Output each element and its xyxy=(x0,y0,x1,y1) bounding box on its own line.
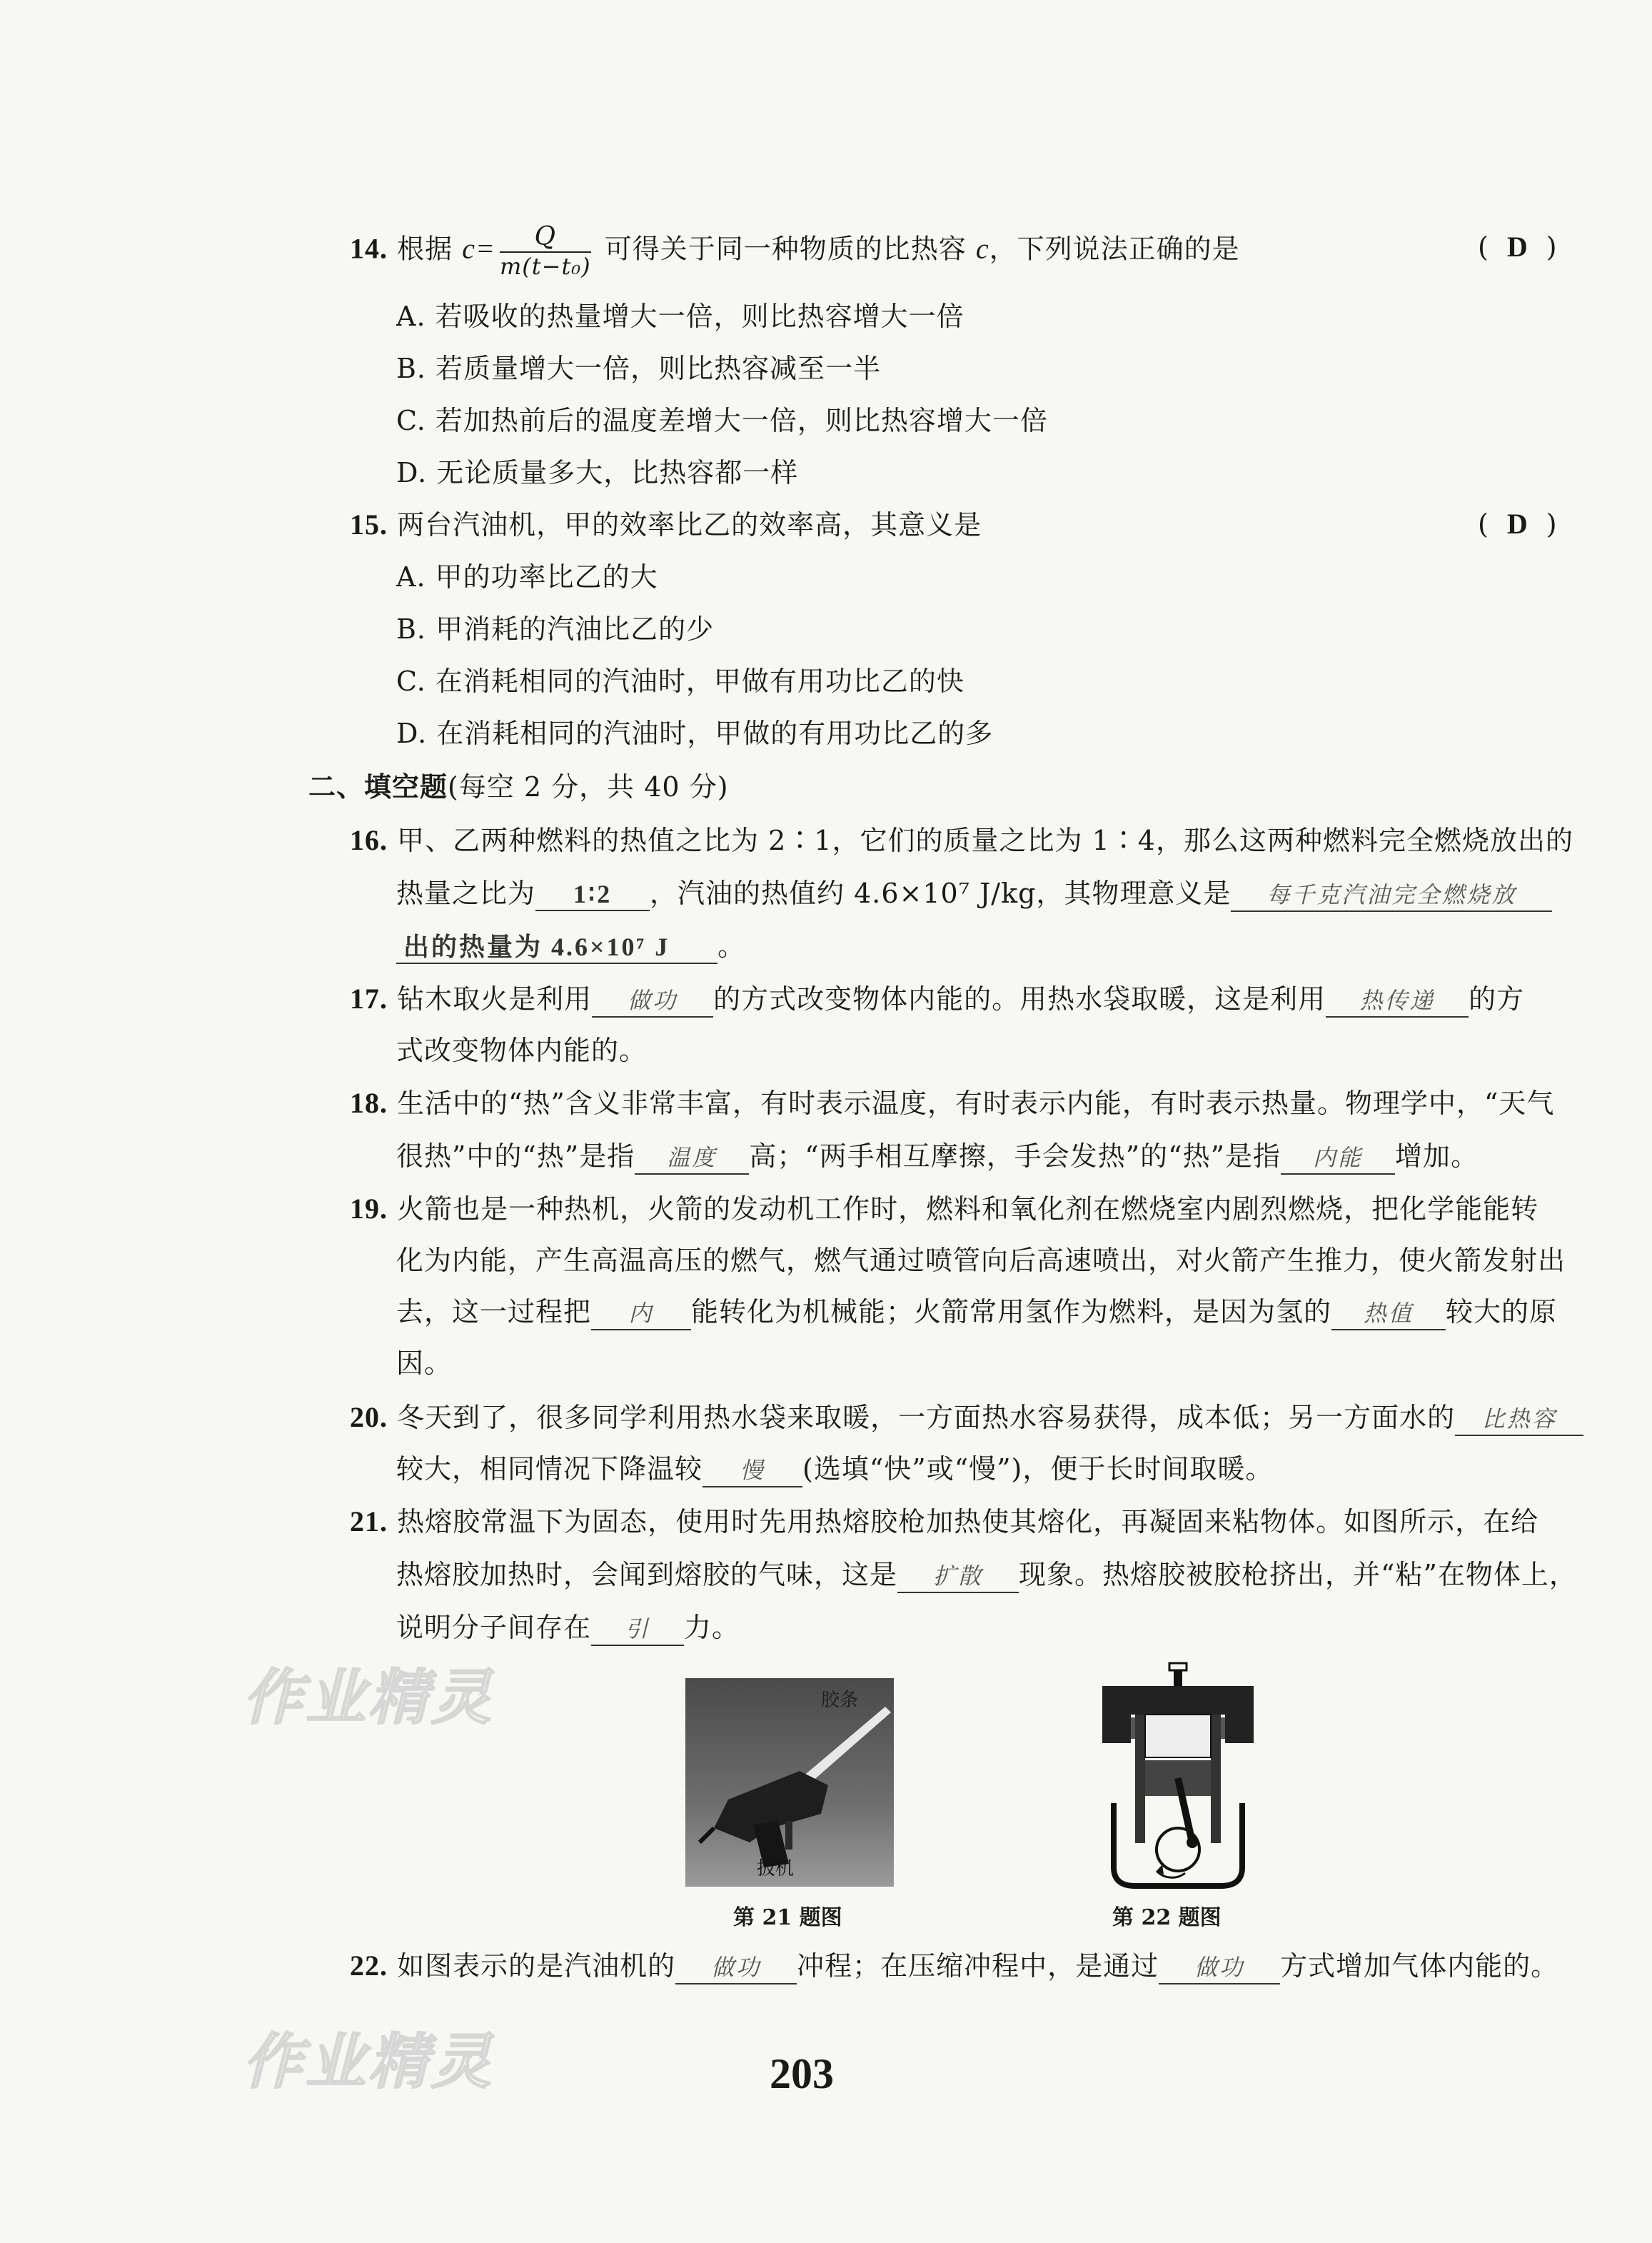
q16-line3: 出的热量为 4.6×10⁷ J 。 xyxy=(396,927,745,965)
figure-21-label-glue-stick: 胶条 xyxy=(821,1690,859,1711)
q19-line4: 因。 xyxy=(396,1348,453,1379)
q22-number: 22. xyxy=(350,1950,388,1982)
q14-option-d: D. 无论质量多大，比热容都一样 xyxy=(396,457,799,488)
q14-answer-paren: ( D ) xyxy=(1478,231,1557,263)
q15-answer-paren: ( D ) xyxy=(1478,508,1557,540)
q19-number: 19. xyxy=(350,1193,388,1225)
figure-22-engine-diagram xyxy=(1099,1660,1256,1889)
q21-blank-2[interactable]: 引 xyxy=(591,1613,684,1646)
q16-blank-2[interactable]: 每千克汽油完全燃烧放 xyxy=(1231,879,1552,912)
watermark-2: 作业精灵 xyxy=(243,2027,495,2097)
q14-formula-fraction: $\frac{Q}{\text{m(t−t₀)}}$ xyxy=(499,222,591,280)
q16-blank-2-cont[interactable]: 出的热量为 4.6×10⁷ J xyxy=(396,931,717,964)
q20-line1: 20. 冬天到了，很多同学利用热水袋来取暖，一方面热水容易获得，成本低；另一方面水的 比热容 xyxy=(350,1398,1583,1437)
q22-blank-1[interactable]: 做功 xyxy=(675,1952,797,1984)
q21-line3: 说明分子间存在 引 力。 xyxy=(396,1608,740,1647)
figure-21-label-trigger: 扳机 xyxy=(757,1858,795,1880)
q18-blank-1[interactable]: 温度 xyxy=(635,1142,749,1175)
q19-line1: 19. 火箭也是一种热机，火箭的发动机工作时，燃料和氧化剂在燃烧室内剧烈燃烧，把化学能能转 xyxy=(350,1193,1539,1225)
q17-number: 17. xyxy=(350,983,388,1015)
q14-option-b: B. 若质量增大一倍，则比热容减至一半 xyxy=(396,353,882,384)
q14-stem: 14. 根据 c= $\frac{Q}{\text{m(t−t₀)}}$ 可得关于同一种物质的比热容 c，下列说法正确的是 xyxy=(350,222,1240,280)
figure-22-caption: 第 22 题图 xyxy=(1112,1905,1222,1930)
q20-blank-2[interactable]: 慢 xyxy=(702,1455,802,1487)
q14-option-c: C. 若加热前后的温度差增大一倍，则比热容增大一倍 xyxy=(396,405,1048,436)
q14-formula-lhs: c= xyxy=(462,232,495,265)
q21-line1: 21. 热熔胶常温下为固态，使用时先用热熔胶枪加热使其熔化，再凝固来粘物体。如图所示，在给 xyxy=(350,1505,1539,1537)
q15-number: 15. xyxy=(350,508,388,541)
q17-line1: 17. 钻木取火是利用 做功 的方式改变物体内能的。用热水袋取暖，这是利用 热传递 的方 xyxy=(350,980,1524,1018)
q15-option-a: A. 甲的功率比乙的大 xyxy=(396,561,658,593)
figure-21-glue-gun-photo xyxy=(685,1678,894,1887)
section-fill-in-title: 二、填空题(每空 2 分，共 40 分) xyxy=(308,771,729,803)
q19-line3: 去，这一过程把 内 能转化为机械能；火箭常用氢作为燃料，是因为氢的 热值 较大的原 xyxy=(396,1293,1557,1331)
q17-line2: 式改变物体内能的。 xyxy=(396,1035,648,1066)
q15-option-d: D. 在消耗相同的汽油时，甲做的有用功比乙的多 xyxy=(396,718,994,749)
q19-blank-1[interactable]: 内 xyxy=(591,1298,691,1330)
q16-line2: 热量之比为 1∶2 ，汽油的热值约 4.6×10⁷ J/kg，其物理意义是 每千克汽油完全燃烧放 xyxy=(396,874,1552,913)
q19-blank-2[interactable]: 热值 xyxy=(1331,1298,1446,1330)
q16-blank-1[interactable]: 1∶2 xyxy=(535,878,650,911)
q18-blank-2[interactable]: 内能 xyxy=(1281,1142,1395,1175)
q18-line2: 很热”中的“热”是指 温度 高；“两手相互摩擦，手会发热”的“热”是指 内能 增加。 xyxy=(396,1137,1479,1175)
q16-number: 16. xyxy=(350,824,388,856)
q21-blank-1[interactable]: 扩散 xyxy=(897,1560,1019,1593)
q14-answer: D xyxy=(1506,231,1528,263)
engine-cylinder-icon xyxy=(1099,1660,1256,1889)
q18-number: 18. xyxy=(350,1087,388,1119)
q18-line1: 18. 生活中的“热”含义非常丰富，有时表示温度，有时表示内能，有时表示热量。物理学中，“天气 xyxy=(350,1087,1555,1119)
q15-option-b: B. 甲消耗的汽油比乙的少 xyxy=(396,613,715,645)
q15-option-c: C. 在消耗相同的汽油时，甲做有用功比乙的快 xyxy=(396,666,964,697)
q15-answer: D xyxy=(1506,508,1528,540)
figure-21-caption: 第 21 题图 xyxy=(733,1905,842,1930)
q22-line1: 22. 如图表示的是汽油机的 做功 冲程；在压缩冲程中，是通过 做功 方式增加气体内能的。 xyxy=(350,1947,1558,1985)
q20-blank-1[interactable]: 比热容 xyxy=(1455,1403,1583,1436)
q21-line2: 热熔胶加热时，会闻到熔胶的气味，这是 扩散 现象。热熔胶被胶枪挤出，并“粘”在物体上， xyxy=(396,1555,1577,1594)
q14-number: 14. xyxy=(350,232,388,265)
q19-line2: 化为内能，产生高温高压的燃气，燃气通过喷管向后高速喷出，对火箭产生推力，使火箭发射出 xyxy=(396,1245,1566,1276)
q21-number: 21. xyxy=(350,1505,388,1537)
q20-line2: 较大，相同情况下降温较 慢 (选填“快”或“慢”)，便于长时间取暖。 xyxy=(396,1450,1273,1488)
q15-stem: 15. 两台汽油机，甲的效率比乙的效率高，其意义是 xyxy=(350,508,982,541)
page-number: 203 xyxy=(770,2050,834,2097)
q17-blank-1[interactable]: 做功 xyxy=(592,985,713,1018)
q17-blank-2[interactable]: 热传递 xyxy=(1326,985,1469,1018)
q14-option-a: A. 若吸收的热量增大一倍，则比热容增大一倍 xyxy=(396,301,964,332)
watermark-1: 作业精灵 xyxy=(243,1662,495,1732)
q16-line1: 16. 甲、乙两种燃料的热值之比为 2∶1，它们的质量之比为 1∶4，那么这两种燃料完全燃烧放出的 xyxy=(350,824,1573,856)
q22-blank-2[interactable]: 做功 xyxy=(1159,1952,1280,1984)
q20-number: 20. xyxy=(350,1401,388,1433)
